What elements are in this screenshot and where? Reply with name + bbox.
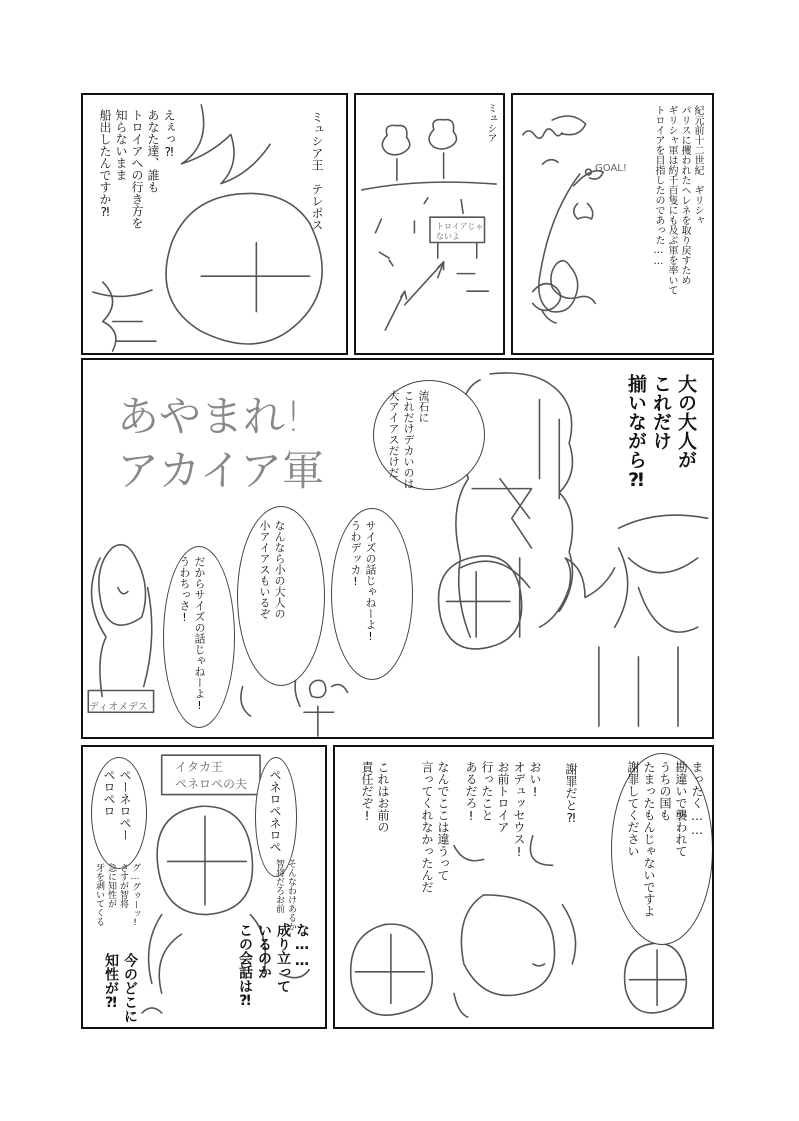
intro-caption: 紀元前十二世紀 ギリシャ パリスに攫われたヘレネを取り戻すため ギリシャ軍は約千百隻にも及ぶ軍を率いて トロイアを目指したのであった……	[653, 105, 703, 295]
panel-odysseus	[81, 745, 327, 1029]
speech-shazai: 謝罪だと⁈	[564, 763, 578, 825]
sign-text: トロイアじゃ ないよ	[436, 222, 484, 241]
odysseus-tag: イタカ王 ペネロペの夫	[175, 760, 248, 791]
telephus-name-caption: ミュシア王 テレポス	[310, 111, 324, 231]
diomedes-name-tag: ディオメデス	[89, 702, 148, 713]
speech-penelope: ペーネロペー ペロペロ	[102, 769, 132, 841]
bubble-thin: だからサイズの話じゃねーよ! うわちっさ!	[178, 556, 206, 712]
bubble-big-ajax: 流石に これだけデカいのは 大アイアスだけだ	[387, 390, 430, 489]
goal-label: GOAL!	[595, 163, 627, 174]
panel-intro	[511, 93, 714, 355]
telephus-speech: えぇっ⁈ あなた達、誰も トロイアへの行き方を 知らないまま 船出したんですか⁈	[98, 109, 176, 229]
bubble-small-ajax: なんなら小の大人の 小アイアスもいるぞ	[258, 520, 286, 619]
narration-gu: グ…グゥーッ! さすが智将 急に知性が 牙を剥いてくる	[94, 863, 140, 928]
whisper-wise: そんなわけあるか 智将だろお前	[274, 859, 296, 931]
place-label-mysia: ミュシア	[485, 103, 496, 143]
speech-odysseus: おい! オデュッセウス! お前トロイア 行ったこと あるだろ!	[464, 761, 542, 859]
speech-blame: これはお前の 責任だぞ!	[360, 761, 390, 833]
speech-where: 今のどこに 知性が⁈	[103, 953, 138, 1023]
speech-mattaku: まったく…… 勘違いで襲われて うちの国も たまったもんじゃないですよ 謝罪してください	[626, 761, 704, 917]
panel-mysia	[354, 93, 505, 355]
shout-text: 大の大人が これだけ 揃いながら⁈	[625, 374, 697, 491]
bubble-size: サイズの話じゃねーよ! うわデッカ!	[349, 520, 377, 643]
handwritten-title: あやまれ! アカイア軍	[117, 392, 325, 495]
speech-what: な…… 成り立って いるのか この会話は⁈	[237, 923, 310, 1009]
panel-apology	[333, 745, 714, 1029]
panel-achaeans	[81, 358, 714, 739]
speech-why: なんでここは違うって 言ってくれなかったんだ	[420, 761, 450, 893]
panel-telephus	[81, 93, 348, 355]
speech-penepe: ペネロペネロペ	[268, 769, 282, 853]
